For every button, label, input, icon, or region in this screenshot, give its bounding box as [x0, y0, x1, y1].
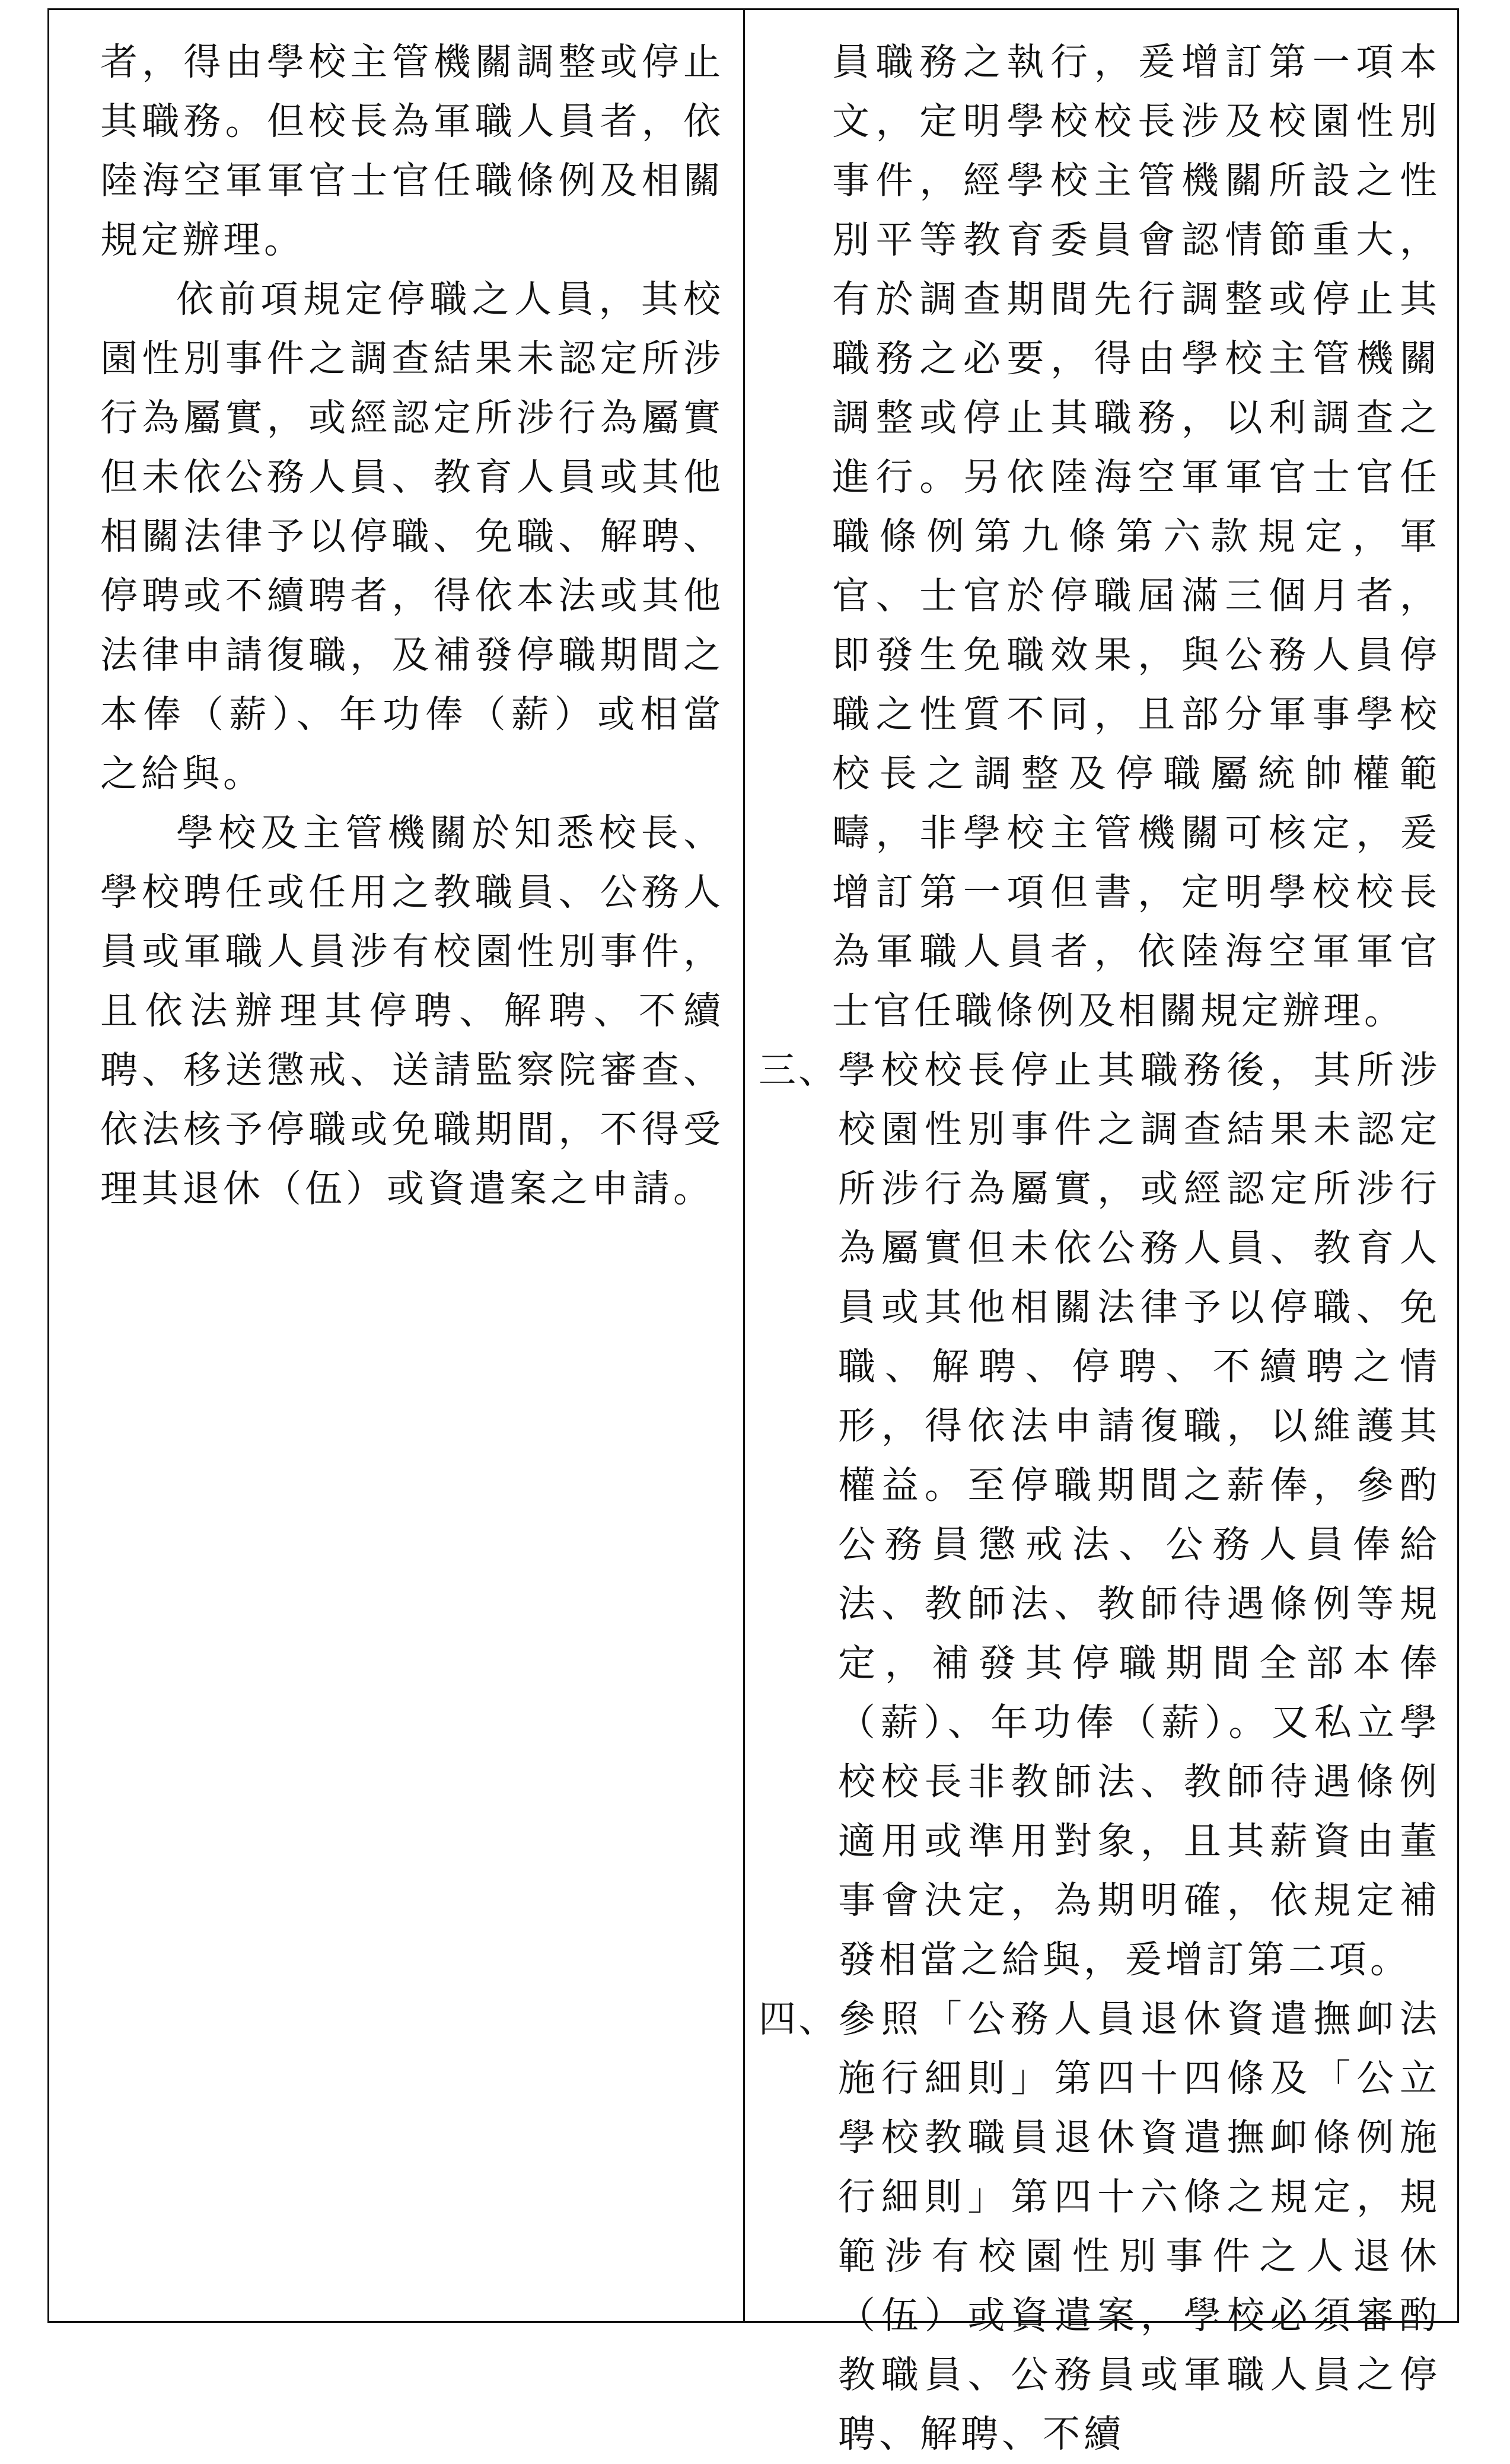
- explanation-item-two-continued: 員職務之執行，爰增訂第一項本文，定明學校校長涉及校園性別事件，經學校主管機關所設之性別平等教育委員會認情節重大，有於調查期間先行調整或停止其職務之必要，得由學校主管機關調整或停止其職務，以利調查之進行。另依陸海空軍軍官士官任職條例第九條第六款規定，軍官、士官於停職屆滿三個月者，即發生免職效果，與公務人員停職之性質不同，且部分軍事學校校長之調整及停職屬統帥權範疇，非學校主管機關可核定，爰增訂第一項但書，定明學校校長為軍職人員者，依陸海空軍軍官士官任職條例及相關規定辦理。: [832, 40, 1441, 1032]
- two-column-table: [47, 8, 1459, 2456]
- right-column-explanation: [759, 33, 1441, 2464]
- left-column-provision-text: [100, 33, 724, 1219]
- item-number: 四、: [759, 1997, 838, 2041]
- explanation-item-four: [759, 1990, 1441, 2464]
- explanation-item-three: [759, 1041, 1441, 1990]
- provision-paragraph-reinstatement: 依前項規定停職之人員，其校園性別事件之調查結果未認定所涉行為屬實，或經認定所涉行為屬實但未依公務人員、教育人員或其他相關法律予以停職、免職、解聘、停聘或不續聘者，得依本法或其他法律申請復職，及補發停職期間之本俸（薪）、年功俸（薪）或相當之給與。: [100, 278, 724, 795]
- column-divider: [743, 10, 745, 2321]
- item-number: 三、: [759, 1048, 838, 1092]
- provision-paragraph-retirement: 學校及主管機關於知悉校長、學校聘任或任用之教職員、公務人員或軍職人員涉有校園性別事件，且依法辦理其停聘、解聘、不續聘、移送懲戒、送請監察院審查、依法核予停職或免職期間，不得受理其退休（伍）或資遣案之申請。: [100, 811, 724, 1210]
- item-text: 參照「公務人員退休資遣撫卹法施行細則」第四十四條及「公立學校教職員退休資遣撫卹條例施行細則」第四十六條之規定，規範涉有校園性別事件之人退休（伍）或資遣案，學校必須審酌教職員、公務員或軍職人員之停聘、解聘、不續: [838, 1997, 1441, 2456]
- item-text: 學校校長停止其職務後，其所涉校園性別事件之調查結果未認定所涉行為屬實，或經認定所涉行為屬實但未依公務人員、教育人員或其他相關法律予以停職、免職、解聘、停聘、不續聘之情形，得依法申請復職，以維護其權益。至停職期間之薪俸，參酌公務員懲戒法、公務人員俸給法、教師法、教師待遇條例等規定，補發其停職期間全部本俸（薪）、年功俸（薪）。又私立學校校長非教師法、教師待遇條例適用或準用對象，且其薪資由董事會決定，為期明確，依規定補發相當之給與，爰增訂第二項。: [838, 1048, 1441, 1981]
- provision-paragraph-continued: 者，得由學校主管機關調整或停止其職務。但校長為軍職人員者，依陸海空軍軍官士官任職條例及相關規定辦理。: [100, 40, 724, 262]
